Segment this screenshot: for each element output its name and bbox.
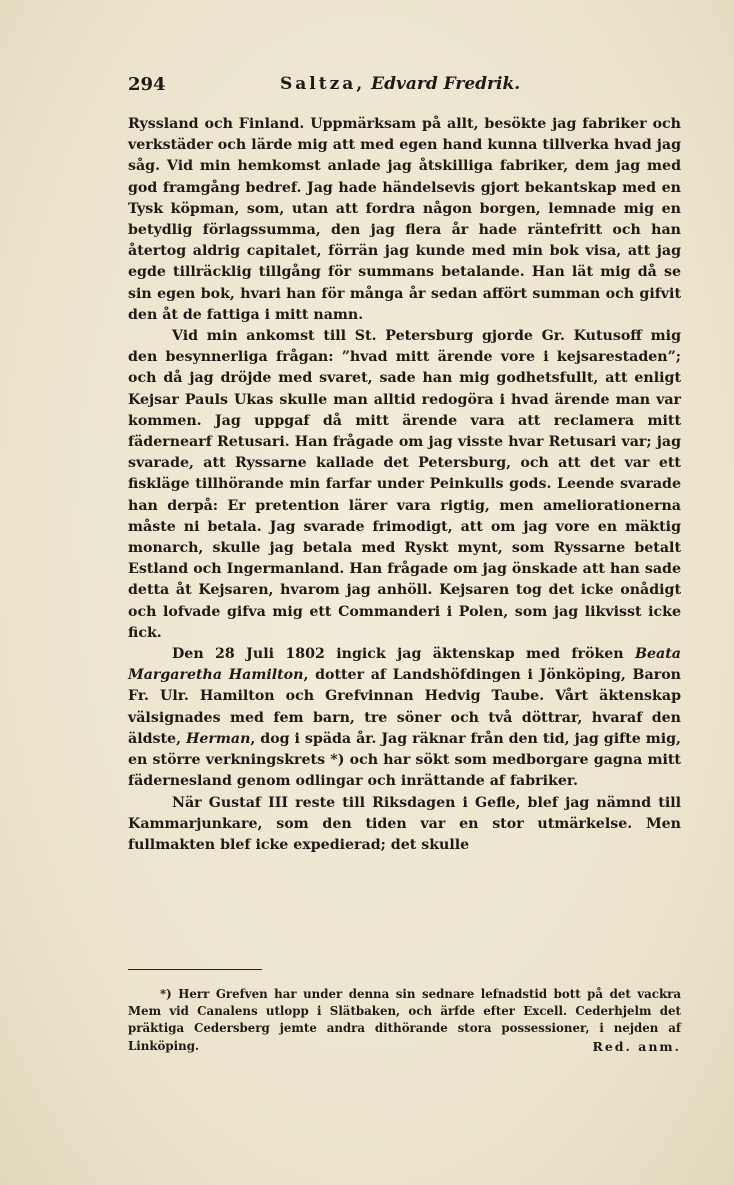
footnote-divider — [128, 969, 262, 970]
paragraph-3-part-2: , dotter af Landshöfdingen i Jönköping, Baron Fr. Ulr. Hamilton och Grefvinnan Hedvig Taube. Vårt äktenskap välsignades med fem barn, tre söner och två döttrar, hvaraf den äldste, — [128, 667, 681, 747]
footnote-signature: Red. anm. — [592, 1038, 681, 1054]
paragraph-1: Ryssland och Finland. Uppmärksam på allt, besökte jag fabriker och verkstäder och lärde mig att med egen hand kunna tillverka hvad jag såg. Vid min hemkomst anlade jag åtskilliga fabriker, dem jag med god framgång bedref. Jag hade händelsevis gjort bekantskap med en Tysk köpman, som, utan att fordra någon borgen, lemnade mig en betydlig förlagssumma, den jag flera år hade räntefritt och han återtog aldrig capitalet, förrän jag kunde med min bok visa, att jag egde tillräcklig tillgång för summans betalande. Han lät mig då se sin egen bok, hvari han för många år sedan affört summan och gifvit den åt de fattiga i mitt namn. — [128, 116, 681, 323]
page-header — [128, 74, 688, 100]
paragraph-3-part-1: Den 28 Juli 1802 ingick jag äktenskap med fröken — [172, 646, 636, 663]
paragraph-3 — [128, 644, 681, 792]
page-number: 294 — [128, 74, 166, 95]
body-text — [128, 114, 681, 856]
running-head — [280, 74, 520, 94]
son-name: Herman — [185, 730, 251, 747]
bride-name: Beata Margaretha Hamilton — [128, 646, 681, 684]
paragraph-4: När Gustaf III reste till Riksdagen i Gefle, blef jag nämnd till Kammarjunkare, som den tiden var en stor utmärkelse. Men fullmakten blef icke expedierad; det skulle — [128, 794, 681, 853]
footnote-text: *) Herr Grefven har under denna sin sednare lefnadstid bott på det vackra Mem vid Canalens utlopp i Slätbaken, och ärfde efter Excell. Cederhjelm det präktiga Cedersberg jemte andra dithörande stora possessioner, i nejden af Linköping. — [128, 987, 681, 1053]
running-head-surname: Saltza, — [280, 74, 366, 94]
paragraph-2: Vid min ankomst till St. Petersburg gjorde Gr. Kutusoff mig den besynnerliga frågan: ”hvad mitt ärende vore i kejsarestaden”; och då jag dröjde med svaret, sade han mig godhetsfullt, att enligt Kejsar Pauls Ukas skulle man alltid redogöra i hvad ärende man var kommen. Jag uppgaf då mitt ärende vara att reclamera mitt fädernearf Retusari. Han frågade om jag visste hvar Retusari var; jag svarade, att Ryssarne kallade det Petersburg, och att det var ett fiskläge tillhörande min farfar under Peinkulls gods. Leende svarade han derpå: Er pretention lärer vara rigtig, men ameliorationerna måste ni betala. Jag svarade frimodigt, att om jag vore en mäktig monarch, skulle jag betala med Ryskt mynt, som Ryssarne betalt Estland och Ingermanland. Han frågade om jag önskade att han sade detta åt Kejsaren, hvarom jag anhöll. Kejsaren tog det icke onådigt och lofvade gifva mig ett Commanderi i Polen, som jag likvisst icke fick. — [128, 328, 681, 641]
running-head-given-name: Edvard Fredrik. — [371, 74, 521, 94]
footnote — [128, 986, 681, 1055]
paragraph-3-part-3: , dog i späda år. Jag räknar från den tid, jag gifte mig, en större verkningskrets *) och har sökt som medborgare gagna mitt fädernesland genom odlingar och inrättande af fabriker. — [128, 730, 681, 790]
